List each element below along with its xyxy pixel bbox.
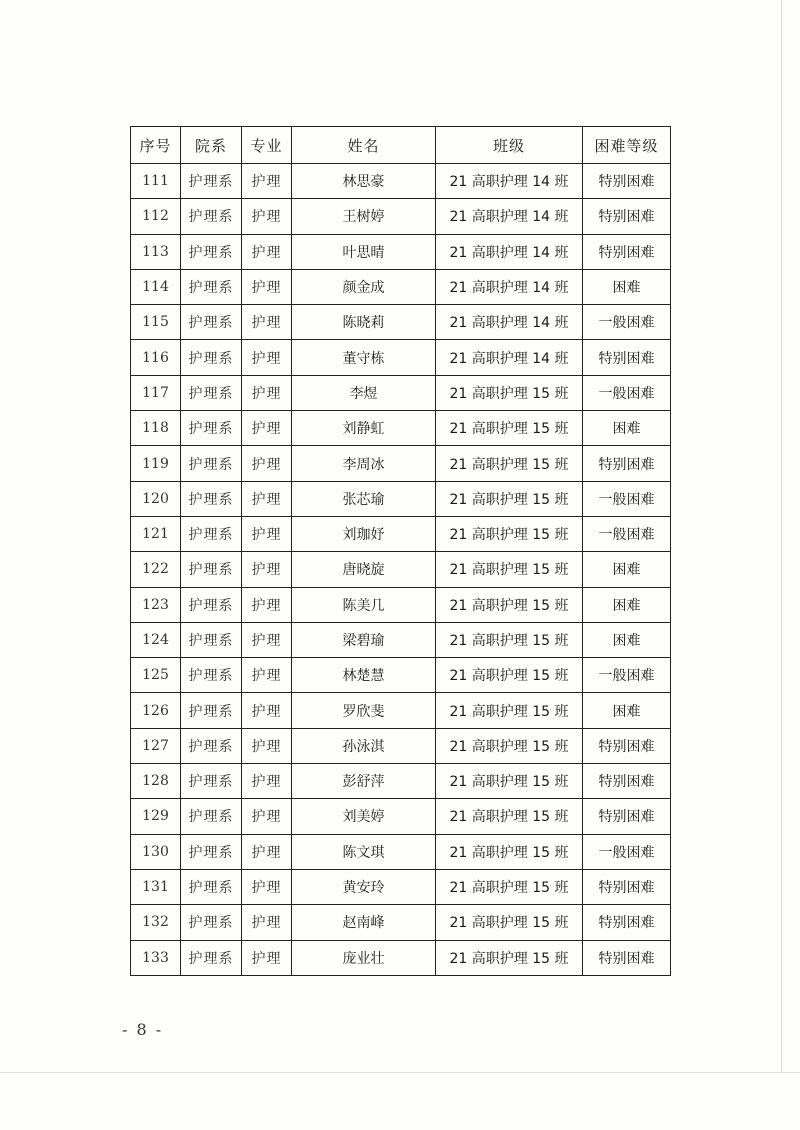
- name-cell: 董守栋: [292, 340, 436, 375]
- hardship-level-cell: 特别困难: [583, 869, 671, 904]
- hardship-level-cell: 困难: [583, 622, 671, 657]
- seq-cell: 112: [131, 199, 181, 234]
- header-name: 姓名: [292, 127, 436, 164]
- student-hardship-table: [130, 126, 671, 976]
- seq-cell: 116: [131, 340, 181, 375]
- table-row: [131, 799, 671, 834]
- seq-cell: 127: [131, 728, 181, 763]
- class-cell: 21 高职护理 15 班: [436, 552, 583, 587]
- seq-cell: 132: [131, 905, 181, 940]
- department-cell: 护理系: [181, 587, 242, 622]
- seq-cell: 119: [131, 446, 181, 481]
- table-row: [131, 199, 671, 234]
- name-cell: 黄安玲: [292, 869, 436, 904]
- seq-cell: 111: [131, 164, 181, 199]
- name-cell: 林楚慧: [292, 658, 436, 693]
- header-hardship-level: 困难等级: [583, 127, 671, 164]
- major-cell: 护理: [242, 375, 292, 410]
- hardship-level-cell: 特别困难: [583, 799, 671, 834]
- hardship-level-cell: 特别困难: [583, 728, 671, 763]
- table-header-row: [131, 127, 671, 164]
- seq-cell: 118: [131, 411, 181, 446]
- department-cell: 护理系: [181, 411, 242, 446]
- class-cell: 21 高职护理 15 班: [436, 446, 583, 481]
- department-cell: 护理系: [181, 728, 242, 763]
- class-cell: 21 高职护理 14 班: [436, 305, 583, 340]
- header-major: 专业: [242, 127, 292, 164]
- hardship-level-cell: 一般困难: [583, 481, 671, 516]
- department-cell: 护理系: [181, 764, 242, 799]
- name-cell: 陈美几: [292, 587, 436, 622]
- class-cell: 21 高职护理 15 班: [436, 869, 583, 904]
- major-cell: 护理: [242, 481, 292, 516]
- hardship-level-cell: 特别困难: [583, 234, 671, 269]
- table-row: [131, 446, 671, 481]
- department-cell: 护理系: [181, 940, 242, 975]
- name-cell: 刘美婷: [292, 799, 436, 834]
- seq-cell: 121: [131, 516, 181, 551]
- table-row: [131, 269, 671, 304]
- major-cell: 护理: [242, 834, 292, 869]
- table-row: [131, 164, 671, 199]
- table-row: [131, 940, 671, 975]
- table-row: [131, 905, 671, 940]
- major-cell: 护理: [242, 764, 292, 799]
- name-cell: 李煜: [292, 375, 436, 410]
- class-cell: 21 高职护理 15 班: [436, 658, 583, 693]
- name-cell: 叶思晴: [292, 234, 436, 269]
- department-cell: 护理系: [181, 305, 242, 340]
- class-cell: 21 高职护理 14 班: [436, 164, 583, 199]
- name-cell: 张芯瑜: [292, 481, 436, 516]
- hardship-level-cell: 困难: [583, 552, 671, 587]
- name-cell: 陈晓莉: [292, 305, 436, 340]
- hardship-level-cell: 一般困难: [583, 516, 671, 551]
- department-cell: 护理系: [181, 481, 242, 516]
- table-row: [131, 340, 671, 375]
- department-cell: 护理系: [181, 834, 242, 869]
- name-cell: 李周冰: [292, 446, 436, 481]
- table-row: [131, 728, 671, 763]
- seq-cell: 120: [131, 481, 181, 516]
- major-cell: 护理: [242, 622, 292, 657]
- table-row: [131, 305, 671, 340]
- major-cell: 护理: [242, 340, 292, 375]
- major-cell: 护理: [242, 658, 292, 693]
- hardship-level-cell: 一般困难: [583, 658, 671, 693]
- major-cell: 护理: [242, 905, 292, 940]
- seq-cell: 126: [131, 693, 181, 728]
- hardship-level-cell: 一般困难: [583, 305, 671, 340]
- department-cell: 护理系: [181, 552, 242, 587]
- hardship-level-cell: 特别困难: [583, 905, 671, 940]
- seq-cell: 129: [131, 799, 181, 834]
- department-cell: 护理系: [181, 905, 242, 940]
- table-row: [131, 693, 671, 728]
- table-row: [131, 622, 671, 657]
- seq-cell: 115: [131, 305, 181, 340]
- class-cell: 21 高职护理 14 班: [436, 199, 583, 234]
- department-cell: 护理系: [181, 340, 242, 375]
- name-cell: 唐晓旋: [292, 552, 436, 587]
- major-cell: 护理: [242, 693, 292, 728]
- seq-cell: 113: [131, 234, 181, 269]
- hardship-level-cell: 困难: [583, 693, 671, 728]
- department-cell: 护理系: [181, 164, 242, 199]
- seq-cell: 130: [131, 834, 181, 869]
- class-cell: 21 高职护理 15 班: [436, 516, 583, 551]
- table-row: [131, 481, 671, 516]
- name-cell: 赵南峰: [292, 905, 436, 940]
- seq-cell: 133: [131, 940, 181, 975]
- name-cell: 刘静虹: [292, 411, 436, 446]
- hardship-level-cell: 特别困难: [583, 340, 671, 375]
- name-cell: 孙泳淇: [292, 728, 436, 763]
- seq-cell: 128: [131, 764, 181, 799]
- table-row: [131, 658, 671, 693]
- seq-cell: 131: [131, 869, 181, 904]
- table-row: [131, 552, 671, 587]
- table-row: [131, 234, 671, 269]
- major-cell: 护理: [242, 234, 292, 269]
- hardship-level-cell: 特别困难: [583, 446, 671, 481]
- department-cell: 护理系: [181, 375, 242, 410]
- table-row: [131, 764, 671, 799]
- department-cell: 护理系: [181, 869, 242, 904]
- major-cell: 护理: [242, 411, 292, 446]
- header-seq: 序号: [131, 127, 181, 164]
- name-cell: 罗欣斐: [292, 693, 436, 728]
- hardship-level-cell: 困难: [583, 587, 671, 622]
- class-cell: 21 高职护理 14 班: [436, 269, 583, 304]
- table-row: [131, 375, 671, 410]
- class-cell: 21 高职护理 15 班: [436, 693, 583, 728]
- table-row: [131, 587, 671, 622]
- name-cell: 庞业壮: [292, 940, 436, 975]
- name-cell: 王树婷: [292, 199, 436, 234]
- name-cell: 梁碧瑜: [292, 622, 436, 657]
- class-cell: 21 高职护理 15 班: [436, 764, 583, 799]
- major-cell: 护理: [242, 199, 292, 234]
- name-cell: 刘珈妤: [292, 516, 436, 551]
- major-cell: 护理: [242, 587, 292, 622]
- major-cell: 护理: [242, 940, 292, 975]
- page-number: - 8 -: [122, 1020, 164, 1039]
- class-cell: 21 高职护理 15 班: [436, 728, 583, 763]
- table-row: [131, 411, 671, 446]
- department-cell: 护理系: [181, 269, 242, 304]
- class-cell: 21 高职护理 14 班: [436, 340, 583, 375]
- class-cell: 21 高职护理 15 班: [436, 411, 583, 446]
- seq-cell: 117: [131, 375, 181, 410]
- table-row: [131, 834, 671, 869]
- name-cell: 陈文琪: [292, 834, 436, 869]
- major-cell: 护理: [242, 164, 292, 199]
- seq-cell: 124: [131, 622, 181, 657]
- hardship-level-cell: 一般困难: [583, 834, 671, 869]
- page-edge-bottom: [0, 1072, 800, 1073]
- table-row: [131, 516, 671, 551]
- department-cell: 护理系: [181, 622, 242, 657]
- major-cell: 护理: [242, 728, 292, 763]
- hardship-level-cell: 一般困难: [583, 375, 671, 410]
- seq-cell: 114: [131, 269, 181, 304]
- class-cell: 21 高职护理 15 班: [436, 905, 583, 940]
- hardship-level-cell: 困难: [583, 269, 671, 304]
- department-cell: 护理系: [181, 693, 242, 728]
- table-row: [131, 869, 671, 904]
- department-cell: 护理系: [181, 446, 242, 481]
- header-department: 院系: [181, 127, 242, 164]
- class-cell: 21 高职护理 15 班: [436, 622, 583, 657]
- major-cell: 护理: [242, 305, 292, 340]
- class-cell: 21 高职护理 15 班: [436, 481, 583, 516]
- hardship-level-cell: 特别困难: [583, 164, 671, 199]
- class-cell: 21 高职护理 15 班: [436, 940, 583, 975]
- department-cell: 护理系: [181, 234, 242, 269]
- class-cell: 21 高职护理 15 班: [436, 375, 583, 410]
- name-cell: 彭舒萍: [292, 764, 436, 799]
- major-cell: 护理: [242, 516, 292, 551]
- name-cell: 林思豪: [292, 164, 436, 199]
- header-class: 班级: [436, 127, 583, 164]
- class-cell: 21 高职护理 15 班: [436, 834, 583, 869]
- table-body: [131, 164, 671, 976]
- department-cell: 护理系: [181, 799, 242, 834]
- hardship-level-cell: 困难: [583, 411, 671, 446]
- page-edge-right: [781, 0, 782, 1072]
- seq-cell: 125: [131, 658, 181, 693]
- hardship-level-cell: 特别困难: [583, 199, 671, 234]
- department-cell: 护理系: [181, 658, 242, 693]
- class-cell: 21 高职护理 14 班: [436, 234, 583, 269]
- class-cell: 21 高职护理 15 班: [436, 799, 583, 834]
- hardship-level-cell: 特别困难: [583, 940, 671, 975]
- major-cell: 护理: [242, 446, 292, 481]
- seq-cell: 123: [131, 587, 181, 622]
- major-cell: 护理: [242, 269, 292, 304]
- major-cell: 护理: [242, 552, 292, 587]
- class-cell: 21 高职护理 15 班: [436, 587, 583, 622]
- name-cell: 颜金成: [292, 269, 436, 304]
- major-cell: 护理: [242, 869, 292, 904]
- major-cell: 护理: [242, 799, 292, 834]
- department-cell: 护理系: [181, 516, 242, 551]
- hardship-level-cell: 特别困难: [583, 764, 671, 799]
- department-cell: 护理系: [181, 199, 242, 234]
- seq-cell: 122: [131, 552, 181, 587]
